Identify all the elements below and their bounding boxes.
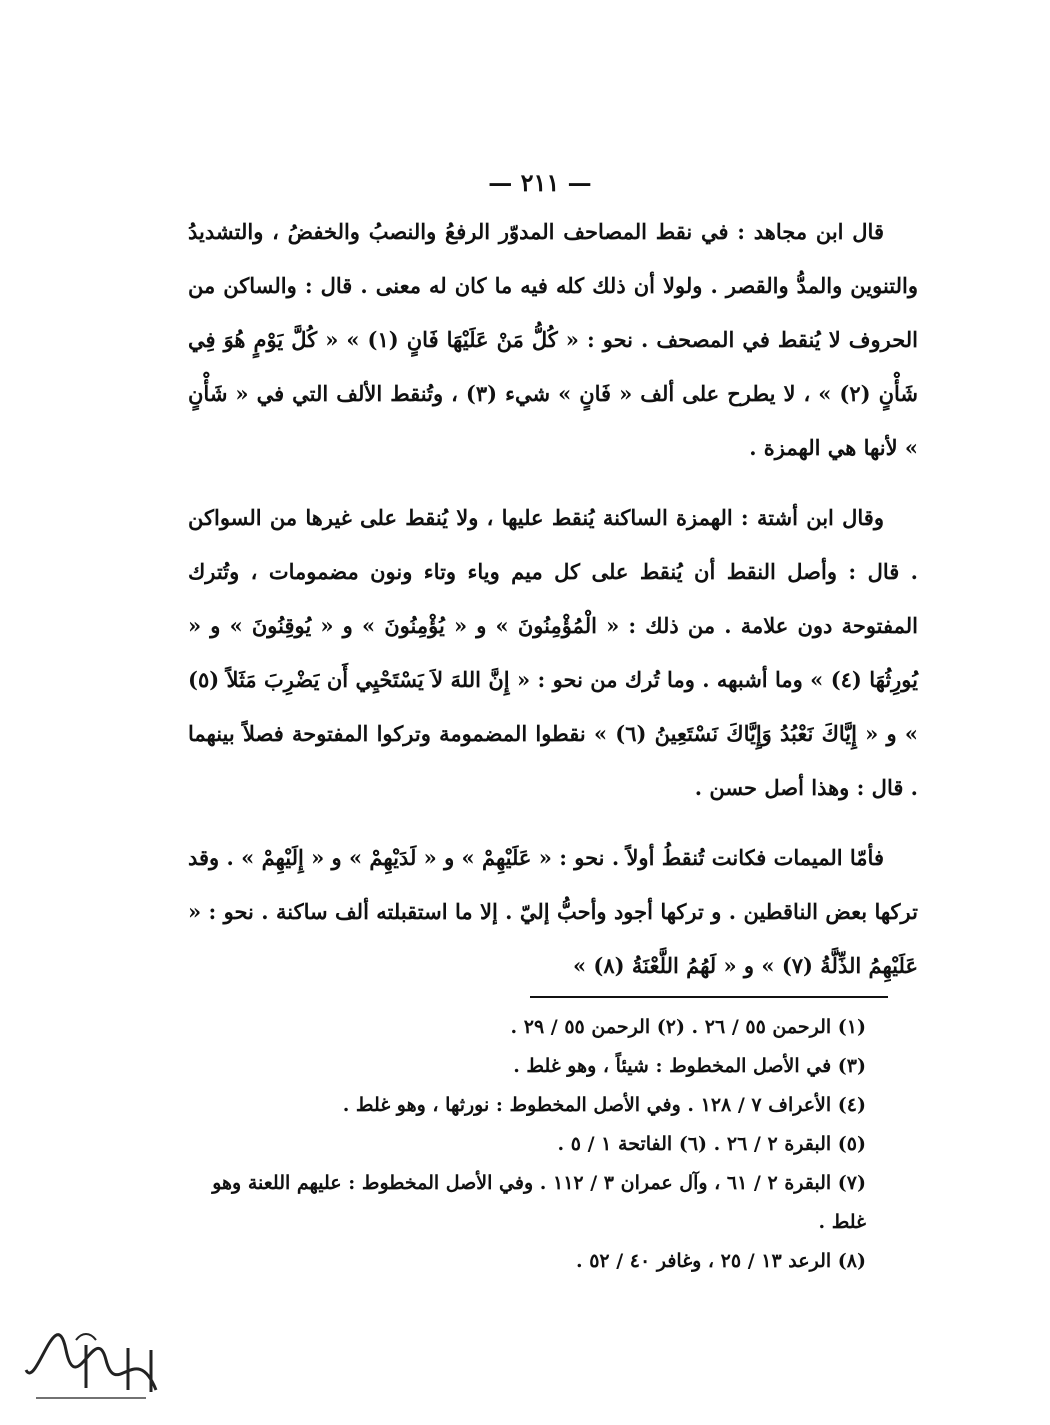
footnotes-list <box>188 1008 918 1281</box>
paragraph-1: قال ابن مجاهد : في نقط المصاحف المدوّر الرفعُ والنصبُ والخفضُ ، والتشديدُ والتنوين والمدُّ والقصر . ولولا أن ذلك كله فيه ما كان له معنى . قال : والساكن من الحروف لا يُنقط في المصحف . نحو : « كُلُّ مَنْ عَلَيْهَا فَانٍ (١) » « كُلَّ يَوْمٍ هُوَ فِي شَأْنٍ (٢) » ، لا يطرح على ألف « فَانٍ » شيء (٣) ، وتُنقط الألف التي في « شَأْنٍ » لأنها هي الهمزة . <box>188 219 918 460</box>
footnote-item: (٤) الأعراف ٧ / ١٢٨ . وفي الأصل المخطوط : نورثها ، وهو غلط . <box>342 1094 866 1116</box>
paragraph-2: وقال ابن أشتة : الهمزة الساكنة يُنقط عليها ، ولا يُنقط على غيرها من السواكن . قال : وأصل النقط أن يُنقط على كل ميم وياء وتاء ونون مضمومات ، وتُترك المفتوحة دون علامة . من ذلك : « الْمُؤْمِنُونَ » و « يُؤْمِنُونَ » و « يُوقِنُونَ » و « يُورِثُهَا (٤) » وما أشبهه . وما تُرك من نحو : « إِنَّ اللهَ لاَ يَسْتَحْيِي أَن يَضْرِبَ مَثَلاً (٥) » و « إِيَّاكَ نَعْبُدُ وَإِيَّاكَ نَسْتَعِينُ (٦) » نقطوا المضمومة وتركوا المفتوحة فصلاً بينهما . قال : وهذا أصل حسن . <box>188 505 919 800</box>
footnote-item: (٣) في الأصل المخطوط : شيئاً ، وهو غلط . <box>513 1055 866 1077</box>
footnote-item: (٥) البقرة ٢ / ٢٦ . (٦) الفاتحة ١ / ٥ . <box>557 1133 866 1155</box>
paragraph-3: فأمّا الميمات فكانت تُنقطُ أولاً . نحو : « عَلَيْهِمْ » و « لَدَيْهِمْ » و « إِلَيْهِمْ » . وقد تركها بعض الناقطين . و تركها أجود وأحبُّ إليّ . إلا ما استقبلته ألف ساكنة . نحو : « عَلَيْهِمُ الذِّلَّةُ (٧) » و « لَهُمُ اللَّعْنَةُ (٨) » <box>188 845 918 978</box>
footnote-item: (٨) الرعد ١٣ / ٢٥ ، وغافر ٤٠ / ٥٢ . <box>575 1250 866 1272</box>
footnote-item: (١) الرحمن ٥٥ / ٢٦ . (٢) الرحمن ٥٥ / ٢٩ . <box>510 1016 866 1038</box>
library-stamp-icon <box>16 1330 166 1410</box>
footnote-divider <box>530 996 888 998</box>
main-text <box>188 205 918 1009</box>
footnote-item: (٧) البقرة ٢ / ٦١ ، وآل عمران ٣ / ١١٢ . وفي الأصل المخطوط : عليهم اللعنة وهو غلط . <box>212 1172 866 1233</box>
stamp-calligraphy <box>16 1330 166 1410</box>
page-number: — ٢١١ — <box>488 168 592 197</box>
